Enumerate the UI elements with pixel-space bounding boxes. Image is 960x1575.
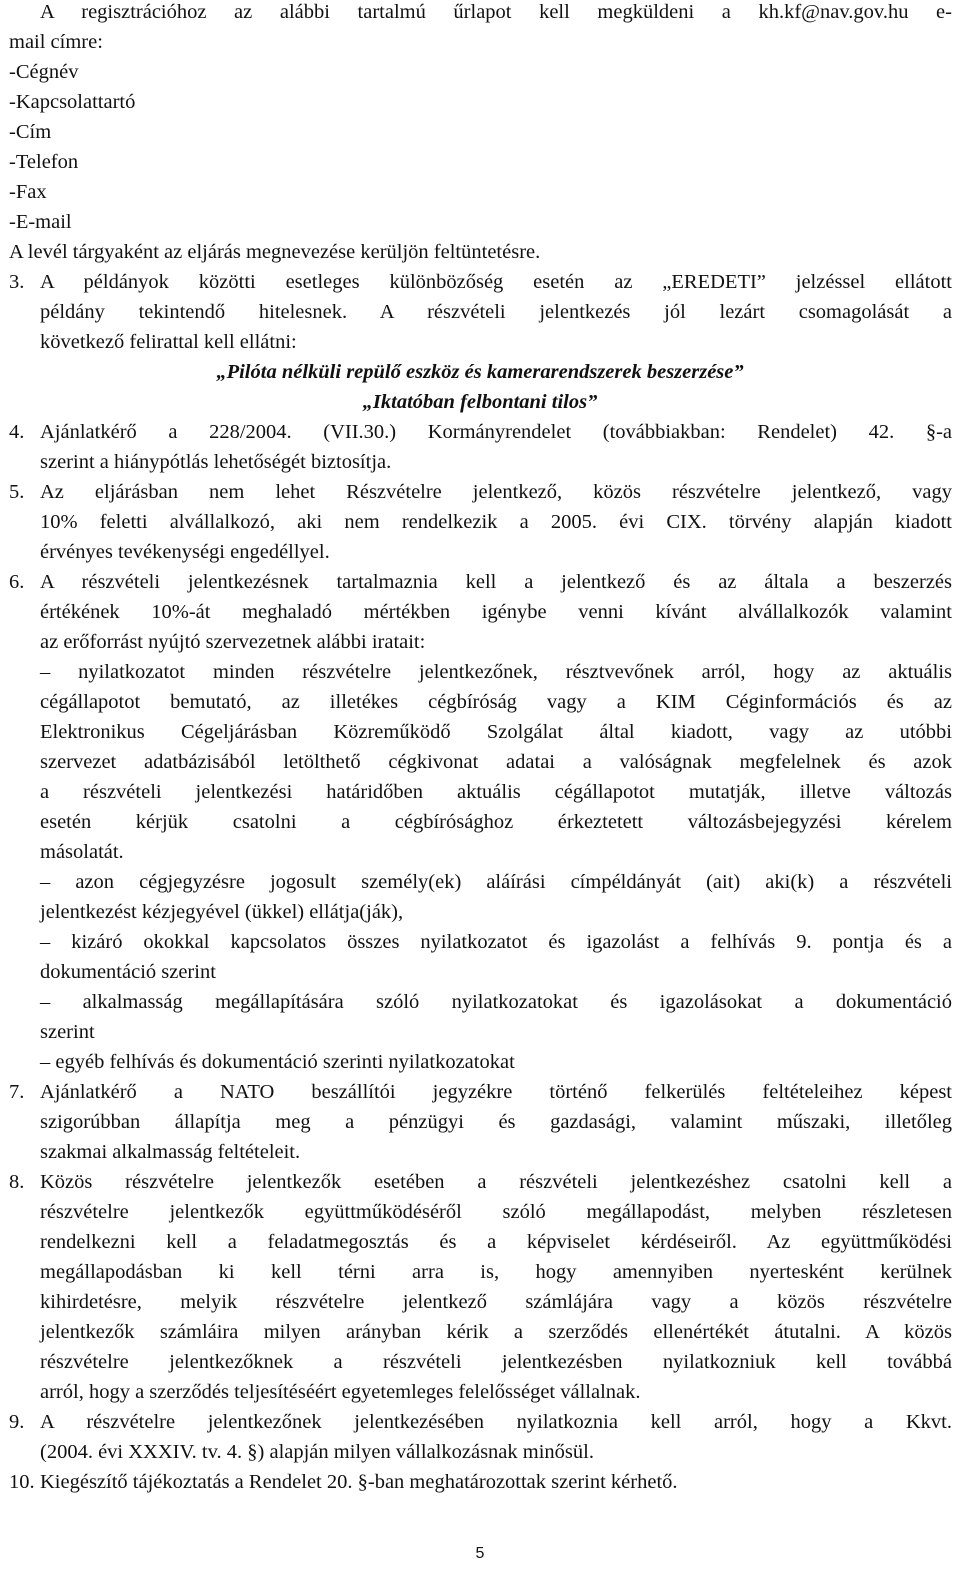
item-number: 3. [9, 271, 25, 293]
item-number: 4. [9, 421, 25, 443]
item-line: 10% feletti alvállalkozó, aki nem rendelkezik a 2005. évi CIX. törvény alapján kiadott [40, 511, 952, 533]
item-line: – egyéb felhívás és dokumentáció szerinti nyilatkozatokat [40, 1051, 515, 1073]
item-line: – kizáró okokkal kapcsolatos összes nyilatkozatot és igazolást a felhívás 9. pontja és a [40, 931, 952, 953]
field-item-contact: -Kapcsolattartó [9, 91, 136, 113]
item-line: Az eljárásban nem lehet Részvételre jelentkező, közös részvételre jelentkező, vagy [40, 481, 952, 503]
item-number: 9. [9, 1411, 25, 1433]
field-item-fax: -Fax [9, 181, 47, 203]
item-line: a részvételi jelentkezési határidőben aktuális cégállapotot mutatják, illetve változás [40, 781, 952, 803]
item-line: cégállapotot bemutató, az illetékes cégbíróság vagy a KIM Céginformációs és az [40, 691, 952, 713]
item-line: szerint [40, 1021, 95, 1043]
item-line: – azon cégjegyzésre jogosult személy(ek) aláírási címpéldányát (ait) aki(k) a részvételi [40, 871, 952, 893]
item-number: 7. [9, 1081, 25, 1103]
item-number: 6. [9, 571, 25, 593]
item-line: (2004. évi XXXIV. tv. 4. §) alapján milyen vállalkozásnak minősül. [40, 1441, 594, 1463]
intro-line: A regisztrációhoz az alábbi tartalmú űrlapot kell megküldeni a kh.kf@nav.gov.hu e- [40, 1, 952, 23]
item-line: szigorúbban állapítja meg a pénzügyi és gazdasági, valamint műszaki, illetőleg [40, 1111, 952, 1133]
item-line: arról, hogy a szerződés teljesítéséért egyetemleges felelősséget vállalnak. [40, 1381, 641, 1403]
item-line: részvételre jelentkezők együttműködéséről szóló megállapodást, melyben részletesen [40, 1201, 952, 1223]
item-line: dokumentáció szerint [40, 961, 216, 983]
item-line: értékének 10%-át meghaladó mértékben igénybe venni kívánt alvállalkozók valamint [40, 601, 952, 623]
package-label-warning: „Iktatóban felbontani tilos” [362, 391, 598, 413]
item-line: jelentkezést kézjegyével (ükkel) ellátja(ják), [40, 901, 404, 923]
item-line: Ajánlatkérő a 228/2004. (VII.30.) Kormányrendelet (továbbiakban: Rendelet) 42. §-a [40, 421, 952, 443]
item-line: A példányok közötti esetleges különbözőség esetén az „EREDETI” jelzéssel ellátott [40, 271, 952, 293]
field-item-phone: -Telefon [9, 151, 79, 173]
item-line: példány tekintendő hitelesnek. A részvételi jelentkezés jól lezárt csomagolását a [40, 301, 952, 323]
item-line: kihirdetésre, melyik részvételre jelentkező számlájára vagy a közös részvételre [40, 1291, 952, 1313]
item-line: – alkalmasság megállapítására szóló nyilatkozatokat és igazolásokat a dokumentáció [40, 991, 952, 1013]
item-line: szakmai alkalmasság feltételeit. [40, 1141, 301, 1163]
item-line: Elektronikus Cégeljárásban Közreműködő Szolgálat által kiadott, vagy az utóbbi [40, 721, 952, 743]
item-line: szervezet adatbázisából letölthető cégkivonat adatai a valóságnak megfelelnek és azok [40, 751, 952, 773]
item-line: Kiegészítő tájékoztatás a Rendelet 20. §-ban meghatározottak szerint kérhető. [40, 1471, 678, 1493]
field-item-email: -E-mail [9, 211, 72, 233]
item-line: következő felirattal kell ellátni: [40, 331, 297, 353]
item-number: 10. [9, 1471, 35, 1493]
page-number: 5 [475, 1545, 485, 1562]
package-label-title: „Pilóta nélküli repülő eszköz és kamerarendszerek beszerzése” [216, 361, 744, 383]
item-line: megállapodásban ki kell térni arra is, hogy amennyiben nyertesként kerülnek [40, 1261, 952, 1283]
item-line: A részvételi jelentkezésnek tartalmaznia kell a jelentkező és az általa a beszerzés [40, 571, 952, 593]
item-line: szerint a hiánypótlás lehetőségét biztosítja. [40, 451, 392, 473]
item-line: A részvételre jelentkezőnek jelentkezésében nyilatkoznia kell arról, hogy a Kkvt. [40, 1411, 952, 1433]
item-line: az erőforrást nyújtó szervezetnek alábbi iratait: [40, 631, 426, 653]
item-line: Ajánlatkérő a NATO beszállítói jegyzékre történő felkerülés feltételeihez képest [40, 1081, 952, 1103]
item-line: jelentkezők számláira milyen arányban kérik a szerződés ellenértékét átutalni. A közös [40, 1321, 952, 1343]
item-line: részvételre jelentkezőknek a részvételi jelentkezésben nyilatkozniuk kell továbbá [40, 1351, 952, 1373]
item-line: érvényes tevékenységi engedéllyel. [40, 541, 330, 563]
field-item-company: -Cégnév [9, 61, 79, 83]
item-line: Közös részvételre jelentkezők esetében a részvételi jelentkezéshez csatolni kell a [40, 1171, 952, 1193]
field-item-address: -Cím [9, 121, 52, 143]
item-line: rendelkezni kell a feladatmegosztás és a képviselet kérdéseiről. Az együttműködési [40, 1231, 952, 1253]
item-number: 5. [9, 481, 25, 503]
item-line: esetén kérjük csatolni a cégbírósághoz érkeztetett változásbejegyzési kérelem [40, 811, 952, 833]
item-line: – nyilatkozatot minden részvételre jelentkezőnek, résztvevőnek arról, hogy az aktuális [40, 661, 952, 683]
subject-note: A levél tárgyaként az eljárás megnevezése kerüljön feltüntetésre. [9, 241, 541, 263]
item-number: 8. [9, 1171, 25, 1193]
item-line: másolatát. [40, 841, 124, 863]
intro-line: mail címre: [9, 31, 103, 53]
